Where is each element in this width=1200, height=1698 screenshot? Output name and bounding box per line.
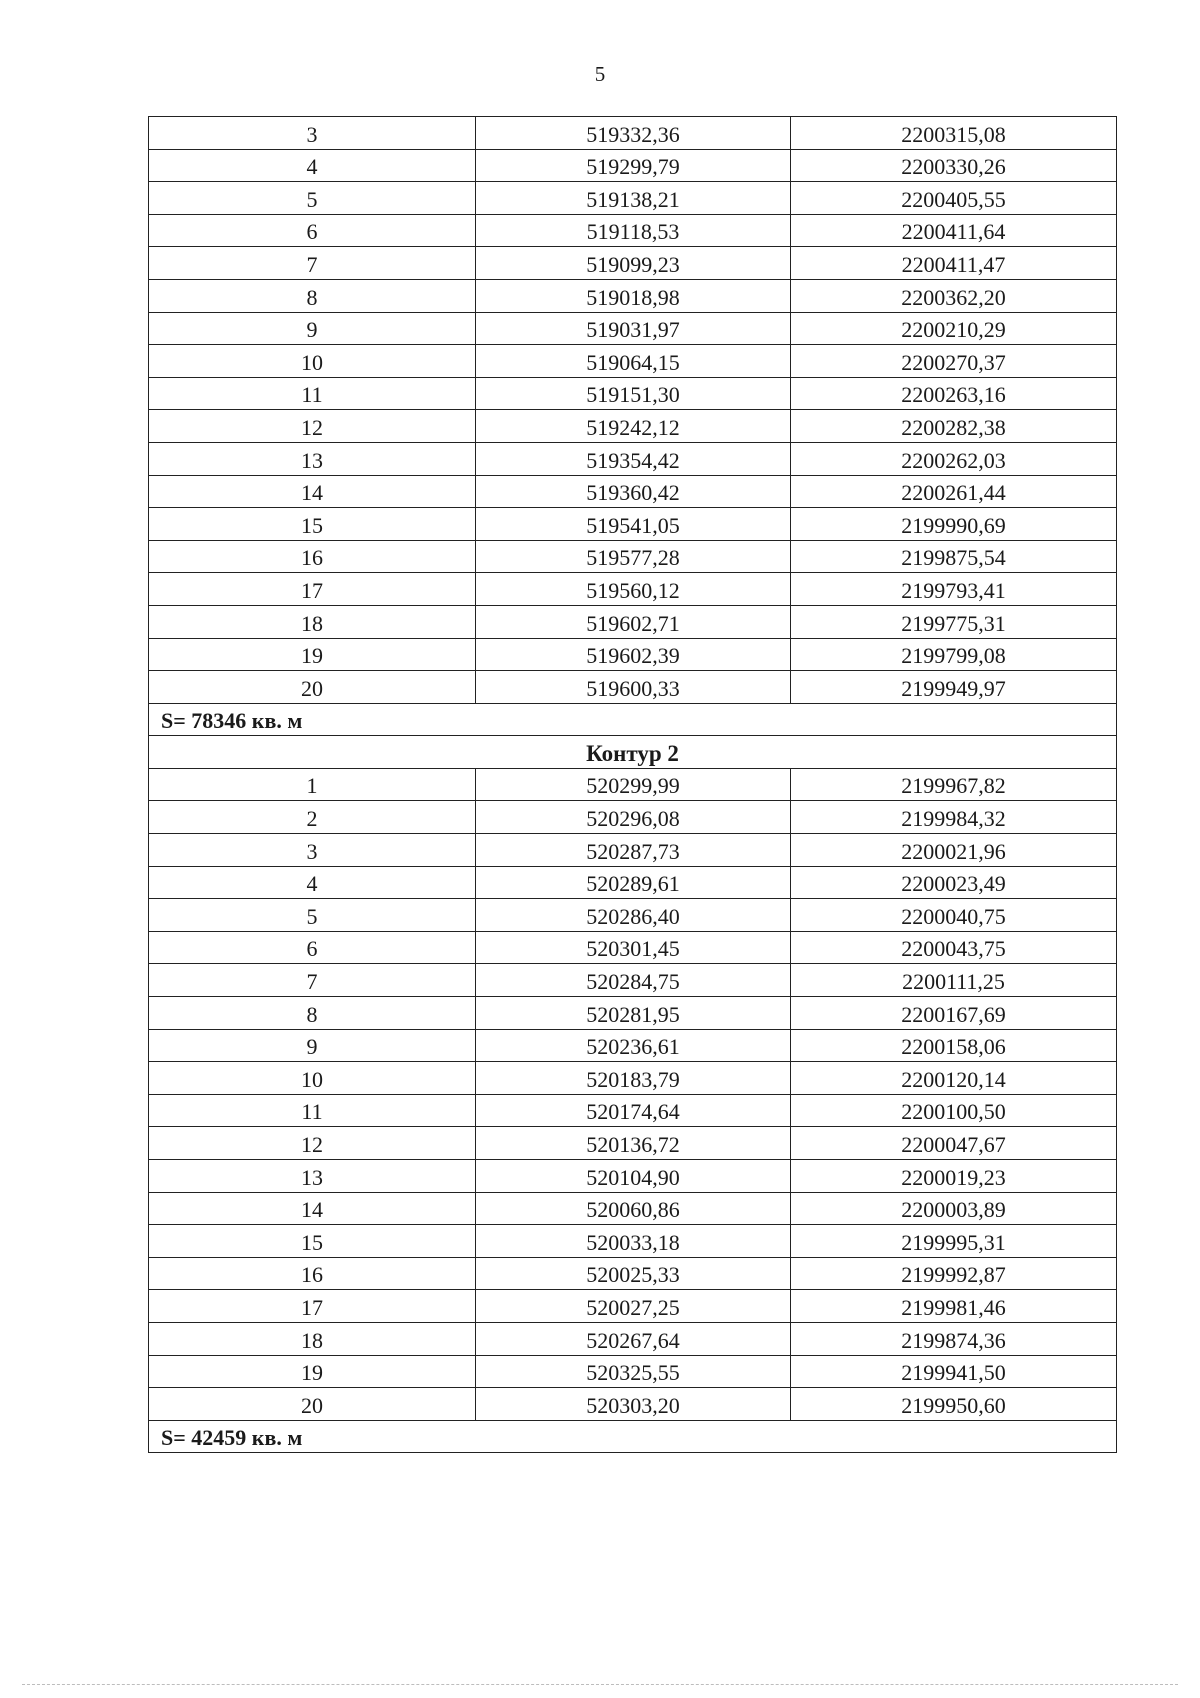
point-number-cell: 20 xyxy=(149,1388,476,1421)
point-number-cell: 14 xyxy=(149,475,476,508)
point-number-cell: 18 xyxy=(149,605,476,638)
point-number-cell: 5 xyxy=(149,899,476,932)
x-coordinate-cell: 519138,21 xyxy=(476,182,791,215)
contour-2-area-row xyxy=(149,1420,1117,1453)
point-number-cell: 2 xyxy=(149,801,476,834)
x-coordinate-cell: 520325,55 xyxy=(476,1355,791,1388)
point-number-cell: 9 xyxy=(149,312,476,345)
table-row xyxy=(149,377,1117,410)
y-coordinate-cell: 2199799,08 xyxy=(791,638,1117,671)
table-row xyxy=(149,475,1117,508)
table-row xyxy=(149,1192,1117,1225)
table-row xyxy=(149,1290,1117,1323)
y-coordinate-cell: 2200120,14 xyxy=(791,1062,1117,1095)
point-number-cell: 19 xyxy=(149,638,476,671)
y-coordinate-cell: 2199950,60 xyxy=(791,1388,1117,1421)
point-number-cell: 3 xyxy=(149,834,476,867)
point-number-cell: 15 xyxy=(149,1225,476,1258)
x-coordinate-cell: 519577,28 xyxy=(476,540,791,573)
table-row xyxy=(149,345,1117,378)
x-coordinate-cell: 520174,64 xyxy=(476,1094,791,1127)
point-number-cell: 13 xyxy=(149,442,476,475)
y-coordinate-cell: 2200043,75 xyxy=(791,931,1117,964)
scan-edge-line xyxy=(22,1684,1178,1685)
point-number-cell: 15 xyxy=(149,508,476,541)
point-number-cell: 7 xyxy=(149,247,476,280)
x-coordinate-cell: 520281,95 xyxy=(476,997,791,1030)
x-coordinate-cell: 520236,61 xyxy=(476,1029,791,1062)
point-number-cell: 7 xyxy=(149,964,476,997)
x-coordinate-cell: 519602,71 xyxy=(476,605,791,638)
x-coordinate-cell: 519099,23 xyxy=(476,247,791,280)
point-number-cell: 17 xyxy=(149,573,476,606)
x-coordinate-cell: 519602,39 xyxy=(476,638,791,671)
table-row xyxy=(149,997,1117,1030)
table-row xyxy=(149,149,1117,182)
x-coordinate-cell: 519600,33 xyxy=(476,671,791,704)
x-coordinate-cell: 520033,18 xyxy=(476,1225,791,1258)
y-coordinate-cell: 2200315,08 xyxy=(791,117,1117,150)
table-row xyxy=(149,540,1117,573)
table-row xyxy=(149,1355,1117,1388)
y-coordinate-cell: 2200362,20 xyxy=(791,279,1117,312)
y-coordinate-cell: 2200019,23 xyxy=(791,1160,1117,1193)
x-coordinate-cell: 520104,90 xyxy=(476,1160,791,1193)
point-number-cell: 11 xyxy=(149,1094,476,1127)
x-coordinate-cell: 519299,79 xyxy=(476,149,791,182)
table-row xyxy=(149,834,1117,867)
table-row xyxy=(149,214,1117,247)
table-row xyxy=(149,117,1117,150)
point-number-cell: 19 xyxy=(149,1355,476,1388)
point-number-cell: 6 xyxy=(149,214,476,247)
y-coordinate-cell: 2199875,54 xyxy=(791,540,1117,573)
table-row xyxy=(149,931,1117,964)
table-row xyxy=(149,671,1117,704)
page-number: 5 xyxy=(594,62,606,86)
y-coordinate-cell: 2200023,49 xyxy=(791,866,1117,899)
table-row xyxy=(149,1160,1117,1193)
table-row xyxy=(149,573,1117,606)
x-coordinate-cell: 520136,72 xyxy=(476,1127,791,1160)
x-coordinate-cell: 520286,40 xyxy=(476,899,791,932)
table-row xyxy=(149,899,1117,932)
table-row xyxy=(149,1388,1117,1421)
y-coordinate-cell: 2200282,38 xyxy=(791,410,1117,443)
point-number-cell: 10 xyxy=(149,1062,476,1095)
y-coordinate-cell: 2200411,64 xyxy=(791,214,1117,247)
y-coordinate-cell: 2200021,96 xyxy=(791,834,1117,867)
x-coordinate-cell: 520299,99 xyxy=(476,768,791,801)
y-coordinate-cell: 2200210,29 xyxy=(791,312,1117,345)
y-coordinate-cell: 2200330,26 xyxy=(791,149,1117,182)
y-coordinate-cell: 2200158,06 xyxy=(791,1029,1117,1062)
y-coordinate-cell: 2199990,69 xyxy=(791,508,1117,541)
point-number-cell: 14 xyxy=(149,1192,476,1225)
point-number-cell: 4 xyxy=(149,866,476,899)
point-number-cell: 3 xyxy=(149,117,476,150)
x-coordinate-cell: 520183,79 xyxy=(476,1062,791,1095)
x-coordinate-cell: 519242,12 xyxy=(476,410,791,443)
point-number-cell: 8 xyxy=(149,997,476,1030)
x-coordinate-cell: 519151,30 xyxy=(476,377,791,410)
y-coordinate-cell: 2200263,16 xyxy=(791,377,1117,410)
table-row xyxy=(149,964,1117,997)
x-coordinate-cell: 520289,61 xyxy=(476,866,791,899)
x-coordinate-cell: 520267,64 xyxy=(476,1322,791,1355)
x-coordinate-cell: 519018,98 xyxy=(476,279,791,312)
point-number-cell: 8 xyxy=(149,279,476,312)
point-number-cell: 5 xyxy=(149,182,476,215)
x-coordinate-cell: 519064,15 xyxy=(476,345,791,378)
table-row xyxy=(149,768,1117,801)
x-coordinate-cell: 519541,05 xyxy=(476,508,791,541)
table-row xyxy=(149,1225,1117,1258)
y-coordinate-cell: 2200411,47 xyxy=(791,247,1117,280)
y-coordinate-cell: 2199775,31 xyxy=(791,605,1117,638)
point-number-cell: 18 xyxy=(149,1322,476,1355)
x-coordinate-cell: 519560,12 xyxy=(476,573,791,606)
point-number-cell: 4 xyxy=(149,149,476,182)
point-number-cell: 9 xyxy=(149,1029,476,1062)
table-row xyxy=(149,410,1117,443)
point-number-cell: 17 xyxy=(149,1290,476,1323)
table-row xyxy=(149,605,1117,638)
point-number-cell: 20 xyxy=(149,671,476,704)
point-number-cell: 12 xyxy=(149,410,476,443)
y-coordinate-cell: 2200167,69 xyxy=(791,997,1117,1030)
y-coordinate-cell: 2200111,25 xyxy=(791,964,1117,997)
y-coordinate-cell: 2200040,75 xyxy=(791,899,1117,932)
table-row xyxy=(149,247,1117,280)
y-coordinate-cell: 2200261,44 xyxy=(791,475,1117,508)
y-coordinate-cell: 2199995,31 xyxy=(791,1225,1117,1258)
y-coordinate-cell: 2199793,41 xyxy=(791,573,1117,606)
point-number-cell: 12 xyxy=(149,1127,476,1160)
y-coordinate-cell: 2199874,36 xyxy=(791,1322,1117,1355)
table-row xyxy=(149,279,1117,312)
y-coordinate-cell: 2200270,37 xyxy=(791,345,1117,378)
contour-1-area-row xyxy=(149,703,1117,736)
point-number-cell: 10 xyxy=(149,345,476,378)
x-coordinate-cell: 520301,45 xyxy=(476,931,791,964)
x-coordinate-cell: 520025,33 xyxy=(476,1257,791,1290)
y-coordinate-cell: 2199967,82 xyxy=(791,768,1117,801)
x-coordinate-cell: 519332,36 xyxy=(476,117,791,150)
coordinates-table xyxy=(148,116,1117,1453)
x-coordinate-cell: 520060,86 xyxy=(476,1192,791,1225)
table-row xyxy=(149,1322,1117,1355)
point-number-cell: 16 xyxy=(149,540,476,573)
table-row xyxy=(149,801,1117,834)
coordinates-table-body xyxy=(149,117,1117,1453)
table-row xyxy=(149,442,1117,475)
y-coordinate-cell: 2200262,03 xyxy=(791,442,1117,475)
y-coordinate-cell: 2200100,50 xyxy=(791,1094,1117,1127)
contour-2-title-row xyxy=(149,736,1117,769)
x-coordinate-cell: 520296,08 xyxy=(476,801,791,834)
table-row xyxy=(149,638,1117,671)
contour-2-title: Контур 2 xyxy=(149,736,1117,769)
table-row xyxy=(149,508,1117,541)
table-row xyxy=(149,1029,1117,1062)
y-coordinate-cell: 2200047,67 xyxy=(791,1127,1117,1160)
point-number-cell: 1 xyxy=(149,768,476,801)
table-row xyxy=(149,1062,1117,1095)
point-number-cell: 6 xyxy=(149,931,476,964)
table-row xyxy=(149,1257,1117,1290)
table-row xyxy=(149,1094,1117,1127)
x-coordinate-cell: 519354,42 xyxy=(476,442,791,475)
x-coordinate-cell: 520287,73 xyxy=(476,834,791,867)
y-coordinate-cell: 2199941,50 xyxy=(791,1355,1117,1388)
x-coordinate-cell: 520284,75 xyxy=(476,964,791,997)
y-coordinate-cell: 2200405,55 xyxy=(791,182,1117,215)
y-coordinate-cell: 2199984,32 xyxy=(791,801,1117,834)
x-coordinate-cell: 520027,25 xyxy=(476,1290,791,1323)
x-coordinate-cell: 520303,20 xyxy=(476,1388,791,1421)
contour-1-area: S= 78346 кв. м xyxy=(149,703,1117,736)
table-row xyxy=(149,1127,1117,1160)
y-coordinate-cell: 2199992,87 xyxy=(791,1257,1117,1290)
table-row xyxy=(149,182,1117,215)
y-coordinate-cell: 2199949,97 xyxy=(791,671,1117,704)
x-coordinate-cell: 519360,42 xyxy=(476,475,791,508)
point-number-cell: 16 xyxy=(149,1257,476,1290)
y-coordinate-cell: 2199981,46 xyxy=(791,1290,1117,1323)
y-coordinate-cell: 2200003,89 xyxy=(791,1192,1117,1225)
x-coordinate-cell: 519031,97 xyxy=(476,312,791,345)
x-coordinate-cell: 519118,53 xyxy=(476,214,791,247)
point-number-cell: 13 xyxy=(149,1160,476,1193)
table-row xyxy=(149,866,1117,899)
table-row xyxy=(149,312,1117,345)
point-number-cell: 11 xyxy=(149,377,476,410)
contour-2-area: S= 42459 кв. м xyxy=(149,1420,1117,1453)
